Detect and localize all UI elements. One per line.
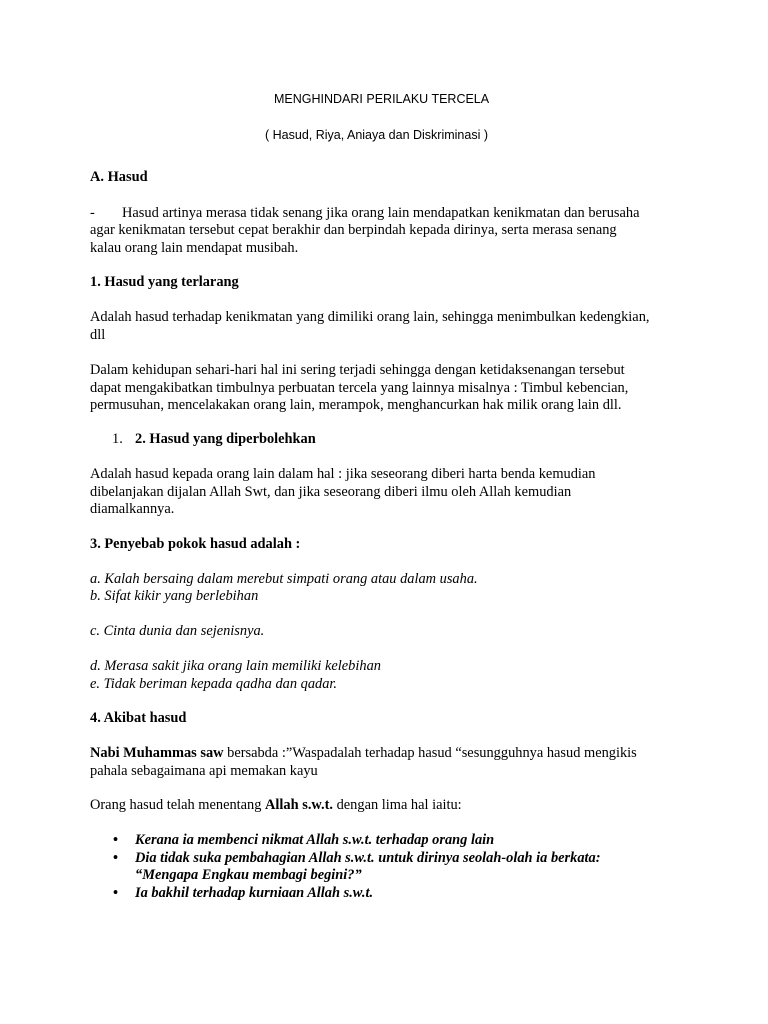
paragraph-2-line-2: dapat mengakibatkan timbulnya perbuatan tercela yang lainnya misalnya : Timbul kebencian, [90, 380, 629, 396]
list-number: 1. [112, 431, 123, 447]
cause-item: d. Merasa sakit jika orang lain memiliki kelebihan [90, 658, 381, 674]
definition-line-2: agar kenikmatan tersebut cepat berakhir dan berpindah kepada dirinya, serta merasa senang [90, 222, 617, 238]
doc-title: MENGHINDARI PERILAKU TERCELA [274, 92, 490, 106]
cause-item: c. Cinta dunia dan sejenisnya. [90, 623, 265, 639]
bullet-icon: • [113, 832, 119, 848]
paragraph-3-line-3: diamalkannya. [90, 501, 175, 517]
oppose-line [90, 796, 462, 814]
paragraph-3-line-2: dibelanjakan dijalan Allah Swt, dan jika seseorang diberi ilmu oleh Allah kemudian [90, 484, 572, 500]
doc-subtitle: ( Hasud, Riya, Aniaya dan Diskriminasi ) [265, 128, 488, 142]
prophet-name: Nabi Muhammas saw [90, 745, 224, 761]
paragraph-3-line-1: Adalah hasud kepada orang lain dalam hal : jika seseorang diberi harta benda kemudian [90, 466, 596, 482]
bullet-icon: • [113, 850, 119, 866]
definition-line-3: kalau orang lain mendapat musibah. [90, 240, 299, 256]
heading-penyebab: 3. Penyebab pokok hasud adalah : [90, 536, 301, 552]
bullet-icon: • [113, 885, 119, 901]
bullet-item: Ia bakhil terhadap kurniaan Allah s.w.t. [135, 885, 374, 901]
bullet-item: Kerana ia membenci nikmat Allah s.w.t. terhadap orang lain [135, 832, 495, 848]
paragraph-2-line-3: permusuhan, mencelakakan orang lain, merampok, menghancurkan hak milik orang lain dll. [90, 397, 622, 413]
section-a-heading: A. Hasud [90, 169, 148, 185]
heading-hasud-terlarang: 1. Hasud yang terlarang [90, 274, 239, 290]
oppose-bold: Allah s.w.t. [265, 797, 333, 813]
hadith-text: bersabda :”Waspadalah terhadap hasud “sesungguhnya hasud mengikis [223, 745, 637, 761]
paragraph-1-line-2: dll [90, 327, 106, 343]
hadith-line-2: pahala sebagaimana api memakan kayu [90, 763, 318, 779]
paragraph-1-line-1: Adalah hasud terhadap kenikmatan yang dimiliki orang lain, sehingga menimbulkan kedengkian, [90, 309, 650, 325]
oppose-post: dengan lima hal iaitu: [333, 797, 462, 813]
heading-hasud-diperbolehkan: 2. Hasud yang diperbolehkan [135, 431, 316, 447]
bullet-item: Dia tidak suka pembahagian Allah s.w.t. untuk dirinya seolah-olah ia berkata: [135, 850, 601, 866]
definition-line-1: Hasud artinya merasa tidak senang jika orang lain mendapatkan kenikmatan dan berusaha [122, 205, 640, 221]
oppose-pre: Orang hasud telah menentang [90, 797, 266, 813]
bullet-item-continuation: “Mengapa Engkau membagi begini?” [135, 867, 362, 883]
heading-akibat: 4. Akibat hasud [90, 710, 187, 726]
cause-item: e. Tidak beriman kepada qadha dan qadar. [90, 676, 338, 692]
paragraph-2-line-1: Dalam kehidupan sehari-hari hal ini sering terjadi sehingga dengan ketidaksenangan tersebut [90, 362, 625, 378]
hadith-line-1 [90, 744, 637, 762]
cause-item: b. Sifat kikir yang berlebihan [90, 588, 259, 604]
dash-marker: - [90, 205, 95, 221]
cause-item: a. Kalah bersaing dalam merebut simpati orang atau dalam usaha. [90, 571, 478, 587]
